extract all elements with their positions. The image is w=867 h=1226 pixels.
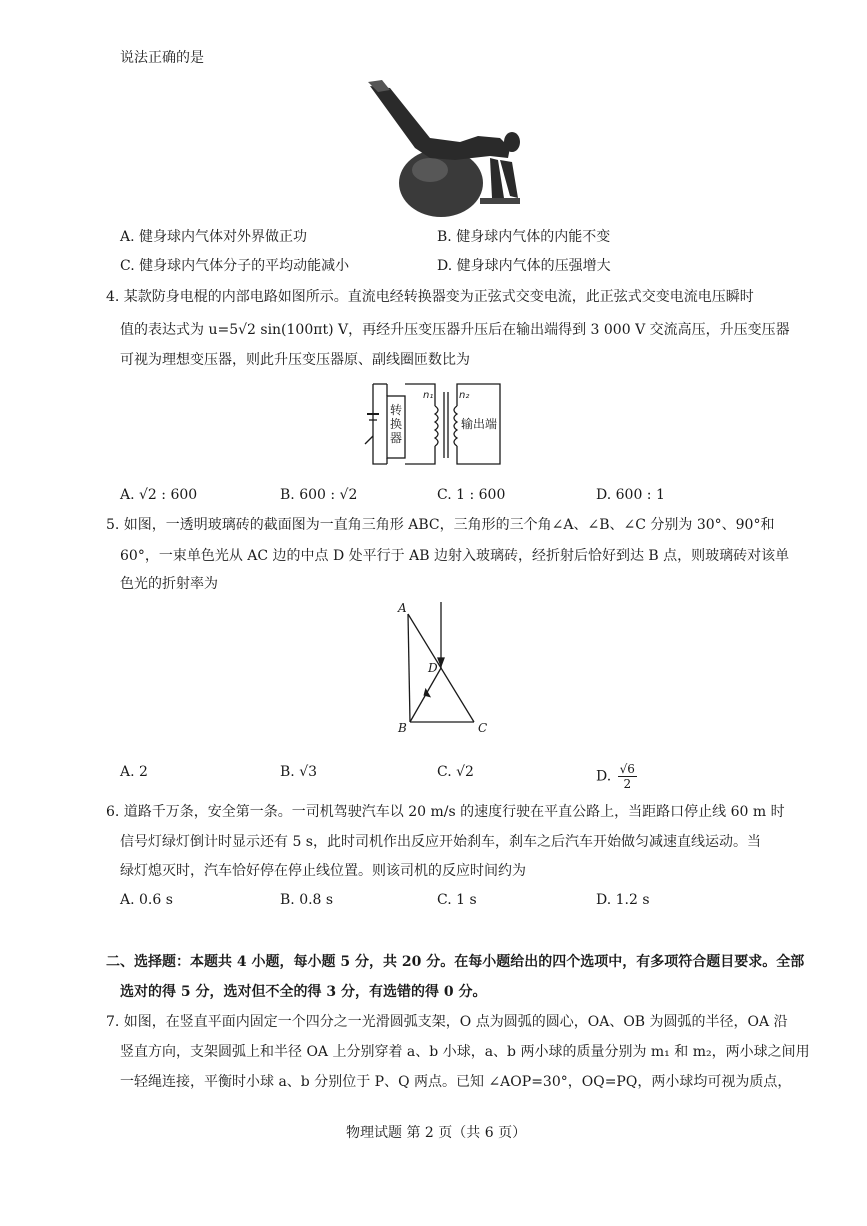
section2-line2: 选对的得 5 分，选对但不全的得 3 分，有选错的得 0 分。 [120,984,487,1000]
q4-option-d: D. 600 : 1 [596,487,665,503]
page-footer: 物理试题 第 2 页（共 6 页） [346,1125,527,1141]
point-d-label: D [428,661,438,675]
q4-option-a: A. √2 : 600 [120,487,198,503]
q6-option-d: D. 1.2 s [596,892,650,908]
q5-option-d: D. $\frac{√6}{2}$ [596,762,635,791]
fraction-numerator: √6 [619,762,635,776]
q6-option-a: A. 0.6 s [120,892,173,908]
q5-option-c: C. √2 [437,764,474,780]
q3-option-c: C. 健身球内气体分子的平均动能减小 [120,258,350,274]
section2-line1: 二、选择题：本题共 4 小题，每小题 5 分，共 20 分。在每小题给出的四个选项中，有多项符合题目要求。全部 [106,954,805,970]
q4-option-b: B. 600 : √2 [280,487,358,503]
q7-line3: 一轻绳连接，平衡时小球 a、b 分别位于 P、Q 两点。已知 ∠AOP=30°，OQ=PQ，两小球均可视为质点， [120,1074,792,1090]
vertex-c-label: C [478,721,488,735]
q6-option-c: C. 1 s [437,892,477,908]
vertex-a-label: A [398,601,407,615]
q7-line1: 7. 如图，在竖直平面内固定一个四分之一光滑圆弧支架，O 点为圆弧的圆心，OA、OB 为圆弧的半径，OA 沿 [106,1014,788,1030]
q5-line2: 60°，一束单色光从 AC 边的中点 D 处平行于 AB 边射入玻璃砖，经折射后恰好到达 B 点，则玻璃砖对该单 [120,548,790,564]
q6-option-b: B. 0.8 s [280,892,334,908]
q3-option-d: D. 健身球内气体的压强增大 [437,258,611,274]
n2-label: n₂ [459,390,470,401]
triangle-diagram [390,598,500,738]
n1-label: n₁ [423,390,434,401]
q7-line2: 竖直方向，支架圆弧上和半径 OA 上分别穿着 a、b 小球，a、b 两小球的质量分别为 m₁ 和 m₂，两小球之间用 [120,1044,810,1060]
q5-option-a: A. 2 [120,764,148,780]
q3-option-b: B. 健身球内气体的内能不变 [437,229,611,245]
q5-line3: 色光的折射率为 [120,576,218,592]
q4-line2: 值的表达式为 u=5√2 sin(100πt) V，再经升压变压器升压后在输出端得到 3 000 V 交流高压，升压变压器 [120,322,790,338]
converter-label: 转换器 [389,403,403,445]
q4-line1: 4. 某款防身电棍的内部电路如图所示。直流电经转换器变为正弦式交变电流，此正弦式交变电流电压瞬时 [106,289,754,305]
vertex-b-label: B [398,721,407,735]
q6-line1: 6. 道路千万条，安全第一条。一司机驾驶汽车以 20 m/s 的速度行驶在平直公路上，当距路口停止线 60 m 时 [106,804,785,820]
output-label: 输出端 [460,417,498,431]
q6-line3: 绿灯熄灭时，汽车恰好停在停止线位置。则该司机的反应时间约为 [120,863,526,879]
q3-option-a: A. 健身球内气体对外界做正功 [120,229,308,245]
fraction-denominator: 2 [623,777,632,791]
q5-line1: 5. 如图，一透明玻璃砖的截面图为一直角三角形 ABC，三角形的三个角∠A、∠B、∠C 分别为 30°、90°和 [106,517,775,533]
q5-option-b: B. √3 [280,764,318,780]
q4-line3: 可视为理想变压器，则此升压变压器原、副线圈匝数比为 [120,352,470,368]
exercise-ball-photo [360,78,530,220]
q6-line2: 信号灯绿灯倒计时显示还有 5 s，此时司机作出反应开始刹车，刹车之后汽车开始做匀减速直线运动。当 [120,834,761,850]
intro-line: 说法正确的是 [120,50,204,66]
circuit-diagram [355,378,560,470]
q4-option-c: C. 1 : 600 [437,487,506,503]
